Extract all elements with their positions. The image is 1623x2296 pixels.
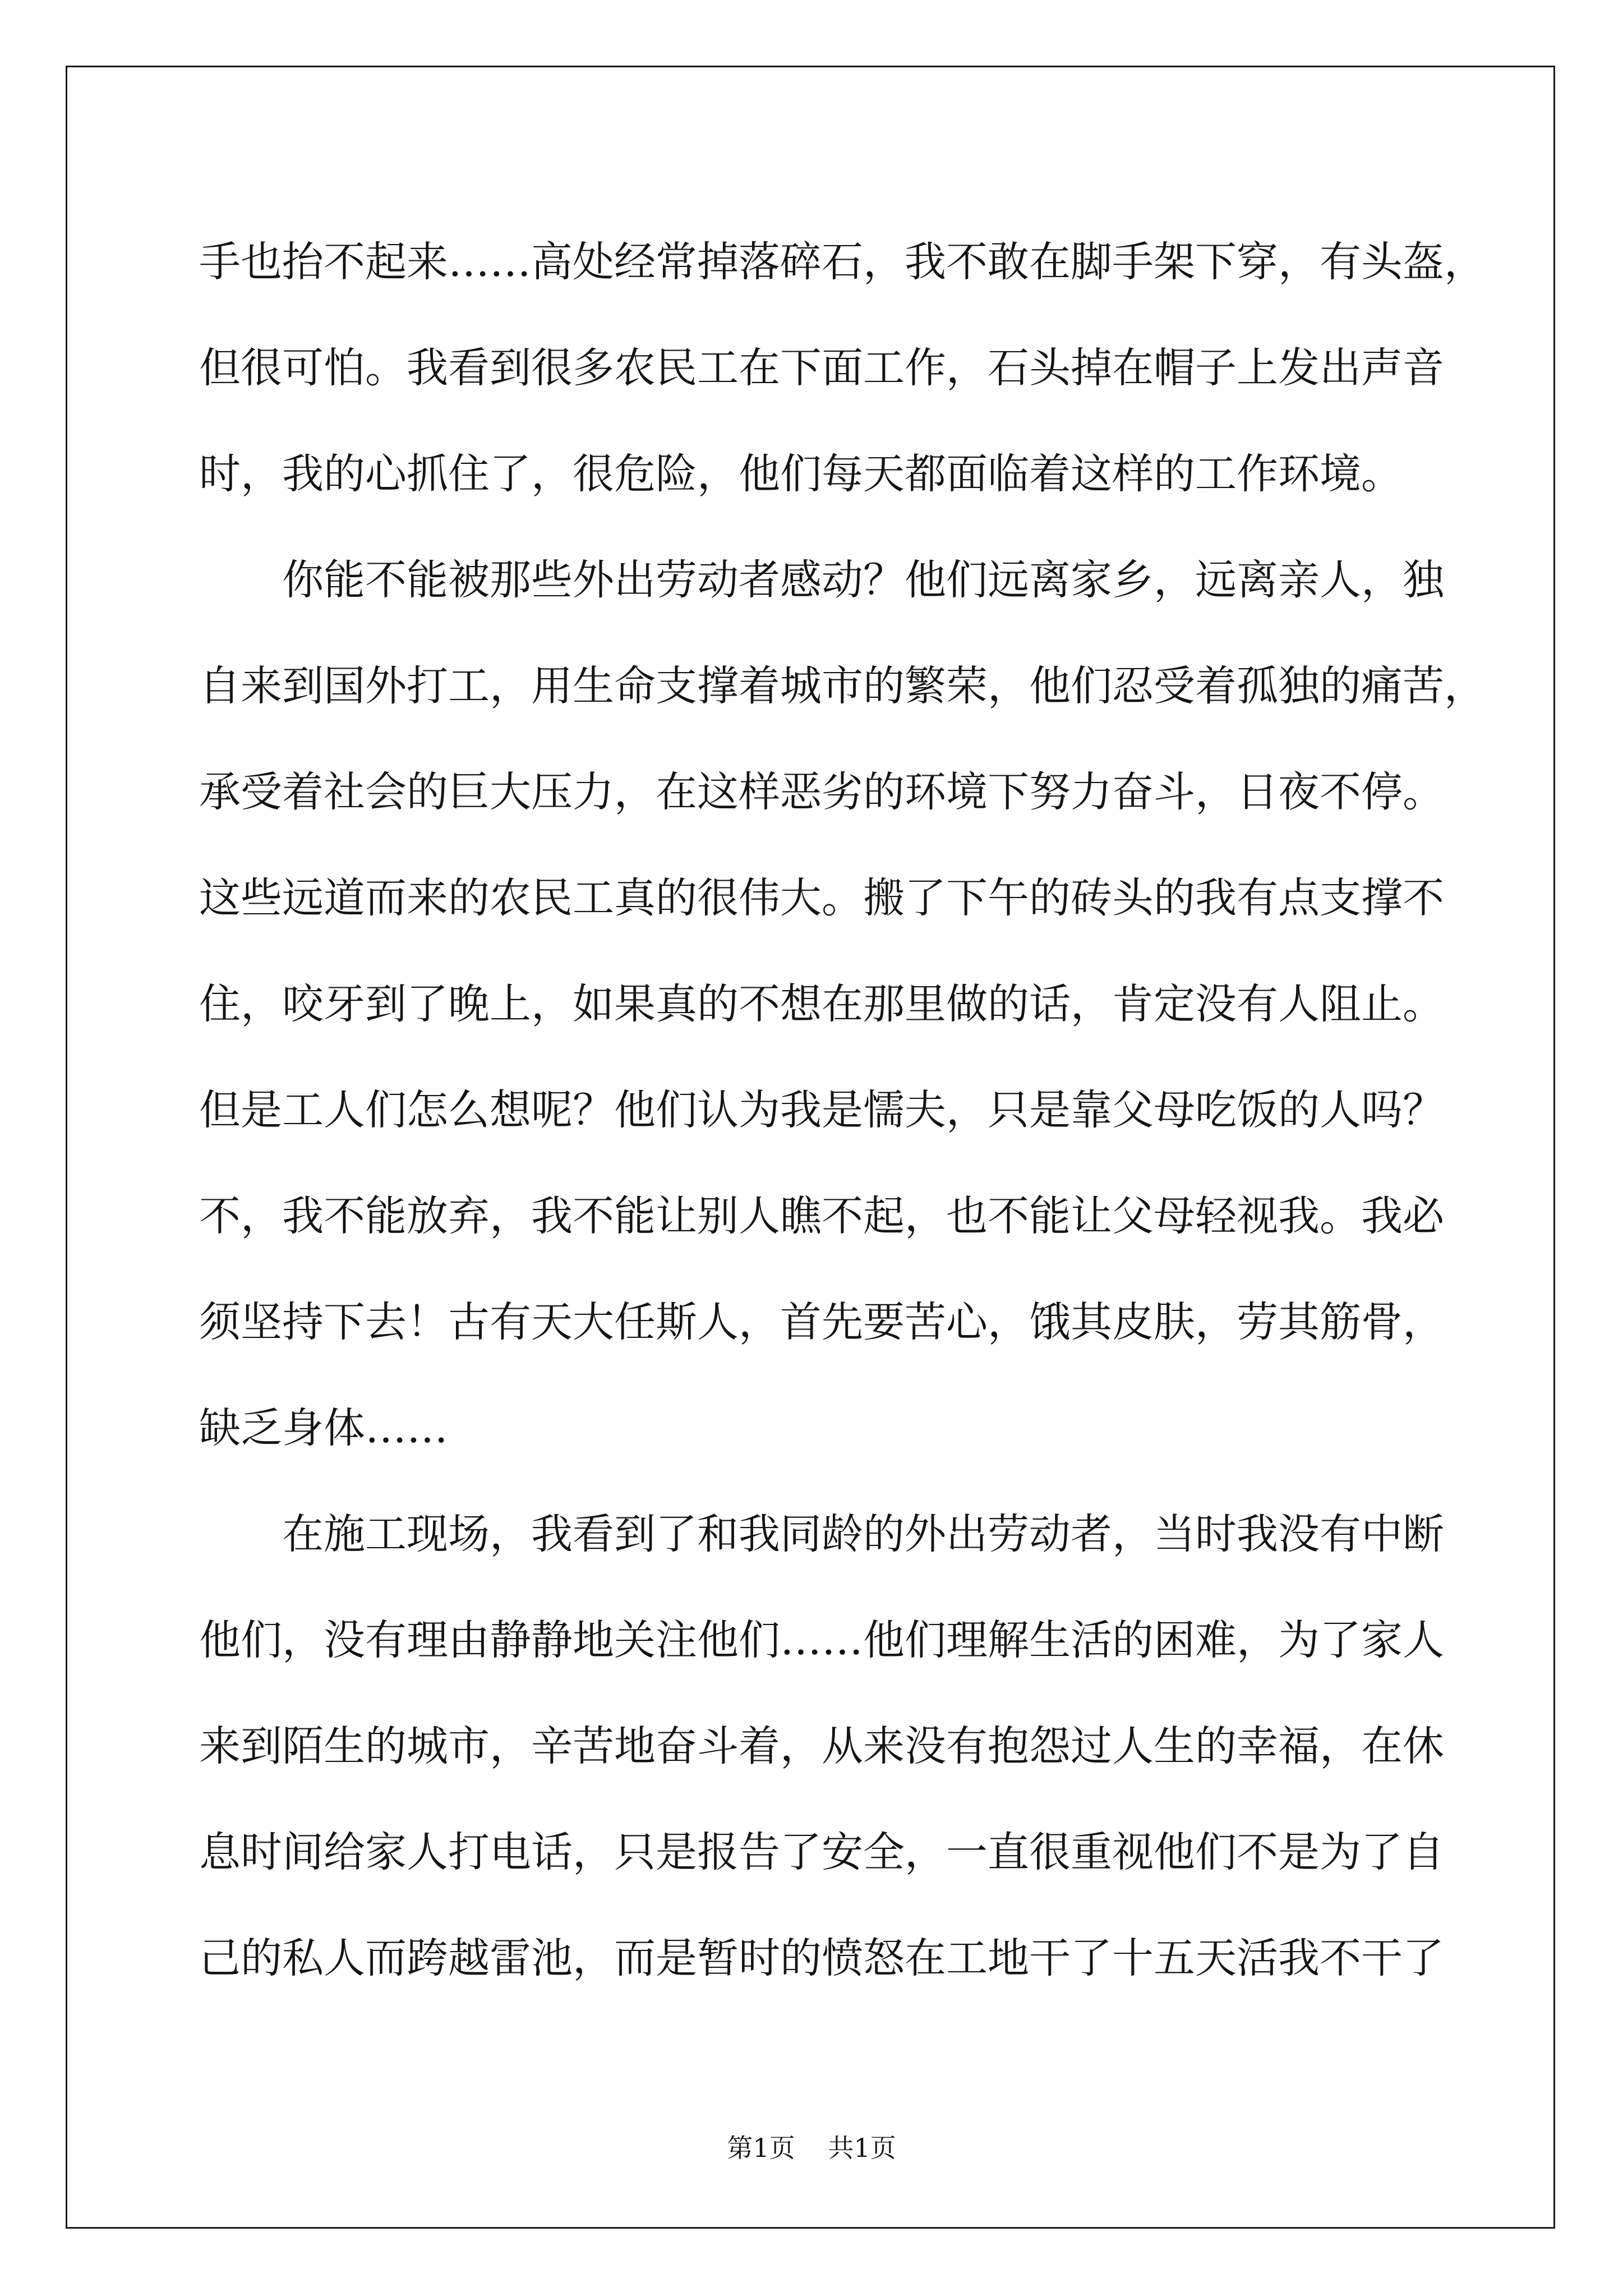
text-line: 己的私人而跨越雷池，而是暂时的愤怒在工地干了十五天活我不干了 xyxy=(199,1934,1444,1982)
page-number: 第1页 xyxy=(727,2133,795,2163)
text-line: 须坚持下去！古有天大任斯人，首先要苦心，饿其皮肤，劳其筋骨， xyxy=(199,1298,1444,1346)
text-line: 来到陌生的城市，辛苦地奋斗着，从来没有抱怨过人生的幸福，在休 xyxy=(199,1722,1444,1770)
text-line: 自来到国外打工，用生命支撑着城市的繁荣，他们忍受着孤独的痛苦， xyxy=(199,662,1486,710)
text-line: 在施工现场，我看到了和我同龄的外出劳动者，当时我没有中断 xyxy=(282,1510,1444,1558)
text-line: 缺乏身体…… xyxy=(199,1404,448,1452)
text-line: 承受着社会的巨大压力，在这样恶劣的环境下努力奋斗，日夜不停。 xyxy=(199,768,1444,816)
text-line: 但是工人们怎么想呢？他们认为我是懦夫，只是靠父母吃饭的人吗？ xyxy=(199,1086,1444,1134)
text-line: 他们，没有理由静静地关注他们……他们理解生活的困难，为了家人 xyxy=(199,1616,1444,1664)
text-line: 这些远道而来的农民工真的很伟大。搬了下午的砖头的我有点支撑不 xyxy=(199,874,1444,922)
text-line: 不，我不能放弃，我不能让别人瞧不起，也不能让父母轻视我。我必 xyxy=(199,1192,1444,1240)
document-body xyxy=(199,209,1486,2012)
text-line: 住，咬牙到了晚上，如果真的不想在那里做的话，肯定没有人阻止。 xyxy=(199,980,1444,1028)
text-line: 你能不能被那些外出劳动者感动？他们远离家乡，远离亲人，独 xyxy=(282,556,1444,604)
page-total: 共1页 xyxy=(828,2133,896,2163)
text-line: 手也抬不起来……高处经常掉落碎石，我不敢在脚手架下穿，有头盔， xyxy=(199,238,1486,286)
page-footer xyxy=(0,2128,1623,2165)
text-line: 但很可怕。我看到很多农民工在下面工作，石头掉在帽子上发出声音 xyxy=(199,344,1444,392)
text-line: 息时间给家人打电话，只是报告了安全，一直很重视他们不是为了自 xyxy=(199,1828,1444,1876)
text-line: 时，我的心抓住了，很危险，他们每天都面临着这样的工作环境。 xyxy=(199,450,1403,498)
